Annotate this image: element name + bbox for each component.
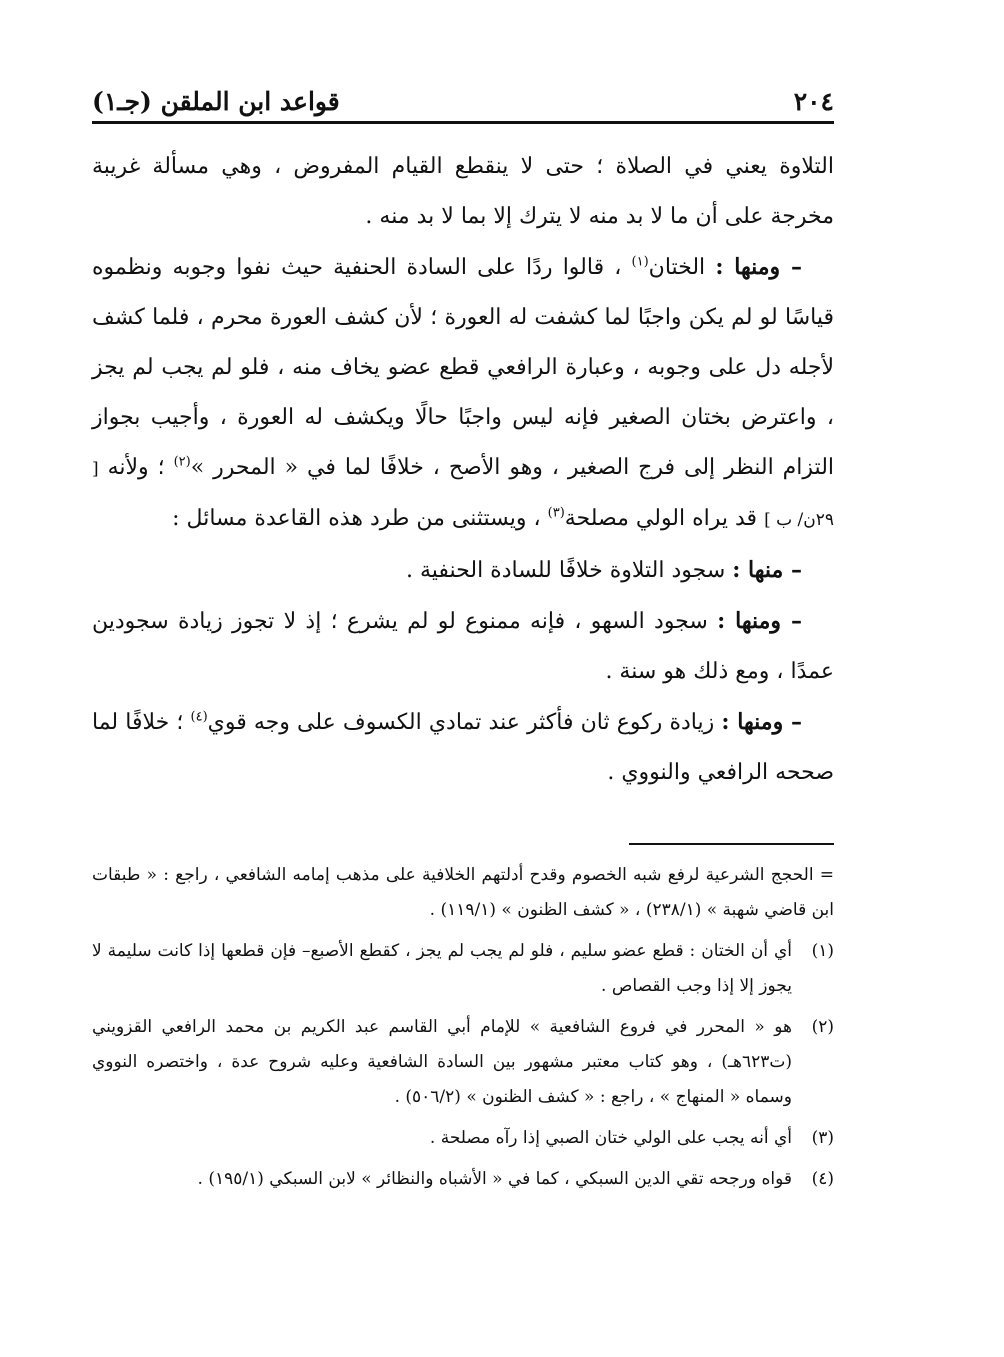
footnote-ref-1: (١)	[631, 254, 649, 270]
footnotes	[92, 858, 834, 1203]
paragraph-2-lead: – ومنها :	[715, 254, 802, 280]
paragraph-3-text: سجود التلاوة خلافًا للسادة الحنفية .	[405, 558, 733, 583]
footnote-1	[92, 934, 834, 1004]
footnote-text: أي أن الختان : قطع عضو سليم ، فلو لم يجب لم يجز ، كقطع الأصبع– فإن قطعها إذا كانت سليمة لا يجوز إلا إذا وجب القصاص .	[92, 941, 792, 996]
footnote-3	[92, 1121, 834, 1156]
paragraph-1: التلاوة يعني في الصلاة ؛ حتى لا ينقطع القيام المفروض ، وهي مسألة غريبة مخرجة على أن ما لا بد منه لا يترك إلا بما لا بد منه .	[92, 154, 834, 229]
footnote-ref-3: (٣)	[547, 505, 565, 521]
paragraph-4-lead: – ومنها :	[717, 608, 802, 634]
footnote-ref-2: (٢)	[173, 454, 191, 470]
paragraph-4	[92, 596, 834, 697]
paragraph-3-lead: – منها :	[732, 557, 802, 583]
paragraph-4-text: سجود السهو ، فإنه ممنوع لو لم يشرع ؛ إذ لا تجوز زيادة سجودين عمدًا ، ومع ذلك هو سنة .	[92, 609, 834, 684]
footnote-number: (٤)	[811, 1169, 834, 1189]
footnote-continuation: = الحجج الشرعية لرفع شبه الخصوم وقدح أدلتهم الخلافية على مذهب إمامه الشافعي ، راجع : « طبقات ابن قاضي شهبة » (٢٣٨/١) ، « كشف الظنون » (١١٩/١) .	[92, 865, 834, 920]
footnote-text: هو « المحرر في فروع الشافعية » للإمام أبي القاسم عبد الكريم بن محمد الرافعي القزويني (ت٦٢٣هـ) ، وهو كتاب معتبر مشهور بين السادة الشافعية وعليه شروح عدة ، واختصره النووي وسماه « المنهاج » ، راجع : « كشف الظنون » (٥٠٦/٢) .	[92, 1017, 792, 1107]
page-header	[92, 72, 834, 116]
paragraph-3	[92, 545, 834, 596]
paragraph-5-text-2: ؛ خلافًا لما صححه الرافعي والنووي .	[92, 710, 834, 785]
paragraph-5-text-1: زيادة ركوع ثان فأكثر عند تمادي الكسوف على وجه قوي	[207, 710, 722, 735]
footnote-number: (٢)	[811, 1017, 834, 1037]
footnote-text: قواه ورجحه تقي الدين السبكي ، كما في « الأشباه والنظائر » لابن السبكي (١٩٥/١) .	[197, 1169, 792, 1189]
footnote-ref-4: (٤)	[190, 709, 208, 725]
footnote-number: (٣)	[811, 1128, 834, 1148]
page-number: ٢٠٤	[793, 87, 834, 116]
footnote-text: أي أنه يجب على الولي ختان الصبي إذا رآه مصلحة .	[429, 1128, 792, 1148]
footnote-separator	[629, 843, 834, 845]
paragraph-2-text-1: الختان	[648, 255, 716, 280]
folio-marker: [ ٢٩ن/ ب ]	[92, 459, 834, 530]
paragraph-5-lead: – ومنها :	[721, 709, 802, 735]
main-text	[92, 142, 834, 798]
paragraph-2	[92, 242, 834, 545]
running-title: قواعد ابن الملقن (جـ١)	[92, 87, 340, 116]
footnote-number: (١)	[811, 941, 834, 961]
paragraph-2-text-3: ؛ ولأنه	[98, 455, 174, 480]
footnote-4	[92, 1162, 834, 1197]
footnote-2	[92, 1010, 834, 1115]
paragraph-5	[92, 697, 834, 798]
header-rule	[92, 121, 834, 124]
paragraph-2-text-5: ، ويستثنى من طرد هذه القاعدة مسائل :	[172, 506, 548, 531]
paragraph-2-text-2: ، قالوا ردًا على السادة الحنفية حيث نفوا وجوبه ونظموه قياسًا لو لم يكن واجبًا لما كشفت له العورة ؛ لأن كشف العورة محرم ، فلما كشف لأجله دل على وجوبه ، وعبارة الرافعي قطع عضو يخاف منه ، فلو لم يجب لم يجز ، واعترض بختان الصغير فإنه ليس واجبًا حالًا ويكشف له العورة ، وأجيب بجواز التزام النظر إلى فرج الصغير ، وهو الأصح ، خلافًا لما في « المحرر »	[92, 255, 835, 480]
paragraph-2-text-4: قد يراه الولي مصلحة	[564, 506, 765, 531]
